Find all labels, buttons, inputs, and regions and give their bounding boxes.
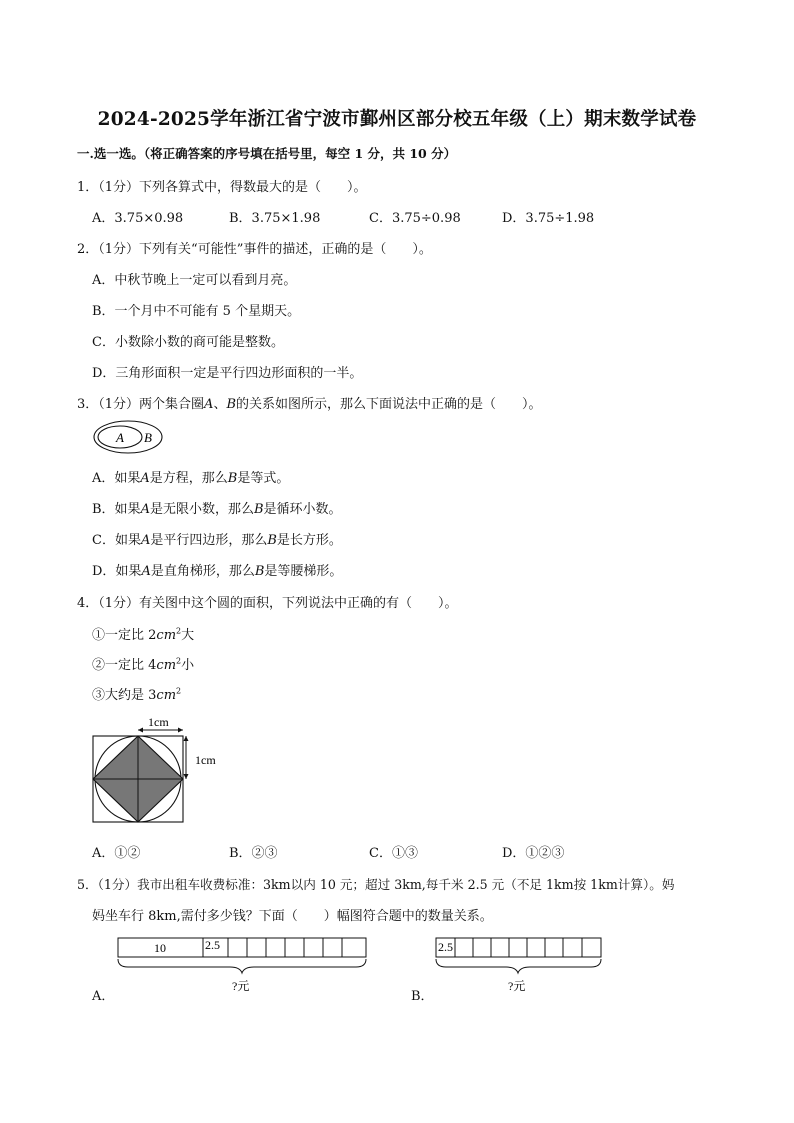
q1-option-b[interactable]: B．3.75×1.98 <box>229 211 321 226</box>
section-heading: 一.选一选。（将正确答案的序号填在括号里，每空 1 分，共 10 分） <box>77 146 457 161</box>
q3-option-b[interactable]: B．如果A是无限小数，那么B是循环小数。 <box>92 502 342 517</box>
q4-option-b[interactable]: B．②③ <box>229 846 278 861</box>
venn-label-b: B <box>144 430 152 445</box>
top-dimension-label: 1cm <box>148 715 169 729</box>
q4-statement-1: ①一定比 $2cm^2$大 <box>92 626 195 643</box>
q5-option-b[interactable]: B． <box>411 989 434 1004</box>
q2-option-c[interactable]: C．小数除小数的商可能是整数。 <box>92 335 284 350</box>
q4-statement-3: ③大约是 $3cm^2$ <box>92 686 182 703</box>
q5-figure-a <box>112 932 372 1002</box>
top-arrow-left <box>138 728 143 733</box>
q2-option-b[interactable]: B．一个月中不可能有 5 个星期天。 <box>92 304 301 319</box>
question-3-stem: 3．（1分）两个集合圈A、B的关系如图所示，那么下面说法中正确的是（ ）。 <box>77 397 542 412</box>
bar-b-first-segment-label: 2.5 <box>438 940 453 954</box>
bar-b-outline <box>436 938 601 957</box>
q4-option-a[interactable]: A．①② <box>92 846 141 861</box>
question-5-stem-line2: 妈坐车行 8km,需付多少钱？下面（ ）幅图符合题中的数量关系。 <box>92 909 493 924</box>
circle-square-figure <box>88 712 228 827</box>
q3-option-a[interactable]: A．如果A是方程，那么B是等式。 <box>92 471 290 486</box>
q4-option-d[interactable]: D．①②③ <box>502 846 565 861</box>
q1-option-d[interactable]: D．3.75÷1.98 <box>502 211 595 226</box>
venn-diagram <box>92 420 166 456</box>
question-1-stem: 1．（1分）下列各算式中，得数最大的是（ ）。 <box>77 180 367 195</box>
q2-option-d[interactable]: D．三角形面积一定是平行四边形面积的一半。 <box>92 366 363 381</box>
q3-option-c[interactable]: C．如果A是平行四边形，那么B是长方形。 <box>92 533 342 548</box>
bar-a-first-segment-label: 10 <box>154 941 166 955</box>
top-arrow-right <box>178 728 183 733</box>
q4-statement-2: ②一定比 $4cm^2$小 <box>92 656 195 673</box>
side-arrow-top <box>184 736 189 741</box>
page-title: 2024-2025学年浙江省宁波市鄞州区部分校五年级（上）期末数学试卷 <box>97 109 697 130</box>
bar-a-total-label: ?元 <box>232 979 250 993</box>
side-arrow-bottom <box>184 774 189 779</box>
q1-option-a[interactable]: A．3.75×0.98 <box>92 211 184 226</box>
bar-b-brace <box>436 959 601 973</box>
side-dimension-label: 1cm <box>195 753 216 767</box>
q1-option-c[interactable]: C．3.75÷0.98 <box>369 211 461 226</box>
q2-option-a[interactable]: A．中秋节晚上一定可以看到月亮。 <box>92 273 297 288</box>
venn-label-a: A <box>116 430 124 445</box>
bar-a-second-segment-label: 2.5 <box>205 938 220 952</box>
q3-option-d[interactable]: D．如果A是直角梯形，那么B是等腰梯形。 <box>92 564 343 579</box>
q5-option-a[interactable]: A． <box>92 989 115 1004</box>
bar-a-brace <box>118 959 366 973</box>
bar-b-total-label: ?元 <box>508 979 526 993</box>
question-2-stem: 2．（1分）下列有关“可能性”事件的描述，正确的是（ ）。 <box>77 242 432 257</box>
question-5-stem-line1: 5．（1分）我市出租车收费标准：3km以内 10 元；超过 3km,每千米 2.5 元（不足 1km按 1km计算）。妈 <box>77 877 675 892</box>
question-4-stem: 4．（1分）有关图中这个圆的面积，下列说法中正确的有（ ）。 <box>77 596 458 611</box>
q4-option-c[interactable]: C．①③ <box>369 846 418 861</box>
q5-figure-b <box>430 932 610 1002</box>
